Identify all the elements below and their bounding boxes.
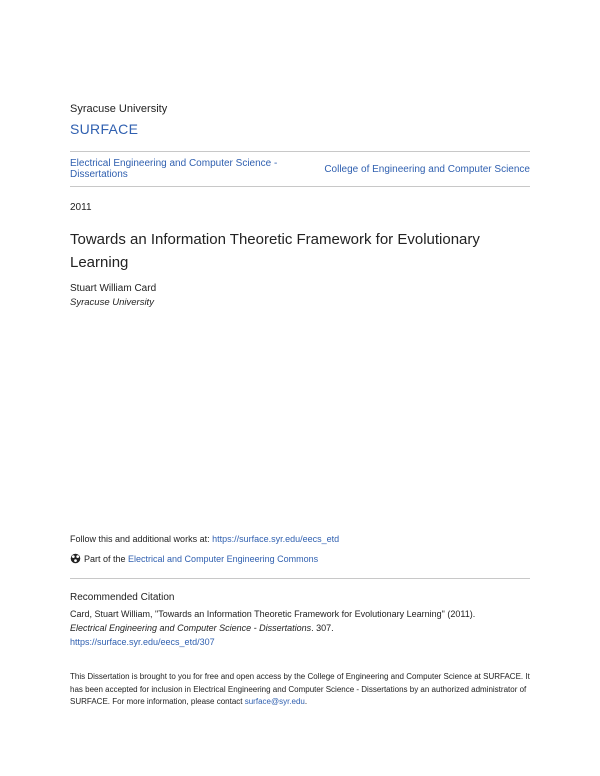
citation-url-link[interactable]: https://surface.syr.edu/eecs_etd/307 — [70, 637, 215, 647]
citation-source-line — [70, 621, 530, 635]
author-name: Stuart William Card — [70, 283, 157, 294]
follow-label: Follow this and additional works at: — [70, 534, 213, 544]
access-notice-text: This Dissertation is brought to you for free and open access by the College of Engineering and Computer Science at SURFACE. It has been accepted for inclusion in Electrical Engineering and Computer Science - Dissertations by an authorized administrator of SURFACE. For more information, please contact — [70, 672, 530, 706]
publication-year: 2011 — [70, 202, 92, 213]
collection-link-dissertations[interactable]: Electrical Engineering and Computer Science - Dissertations — [70, 158, 278, 180]
author-affiliation: Syracuse University — [70, 297, 154, 308]
collection-link-college[interactable]: College of Engineering and Computer Science — [324, 164, 530, 175]
follow-url-link[interactable]: https://surface.syr.edu/eecs_etd — [212, 534, 340, 544]
divider — [70, 578, 530, 579]
commons-link[interactable]: Electrical and Computer Engineering Commons — [128, 554, 319, 564]
access-notice-end: . — [304, 697, 308, 706]
part-of-label: Part of the — [84, 554, 129, 564]
document-title: Towards an Information Theoretic Framework for Evolutionary Learning — [70, 231, 480, 271]
divider — [70, 186, 530, 187]
part-of-line — [70, 553, 318, 564]
citation-source: Electrical Engineering and Computer Science - Dissertations — [70, 623, 312, 633]
follow-line — [70, 534, 339, 544]
contact-email-link[interactable]: surface@syr.edu — [244, 697, 305, 706]
citation-text: Card, Stuart William, "Towards an Information Theoretic Framework for Evolutionary Learning" (2011). — [70, 609, 476, 619]
citation-block — [70, 607, 530, 649]
repository-link[interactable]: SURFACE — [70, 121, 139, 137]
access-notice — [70, 671, 530, 709]
divider — [70, 151, 530, 152]
citation-label: Recommended Citation — [70, 592, 175, 603]
citation-number: . 307. — [311, 623, 334, 633]
institution-name: Syracuse University — [70, 103, 168, 115]
network-icon — [70, 553, 81, 564]
